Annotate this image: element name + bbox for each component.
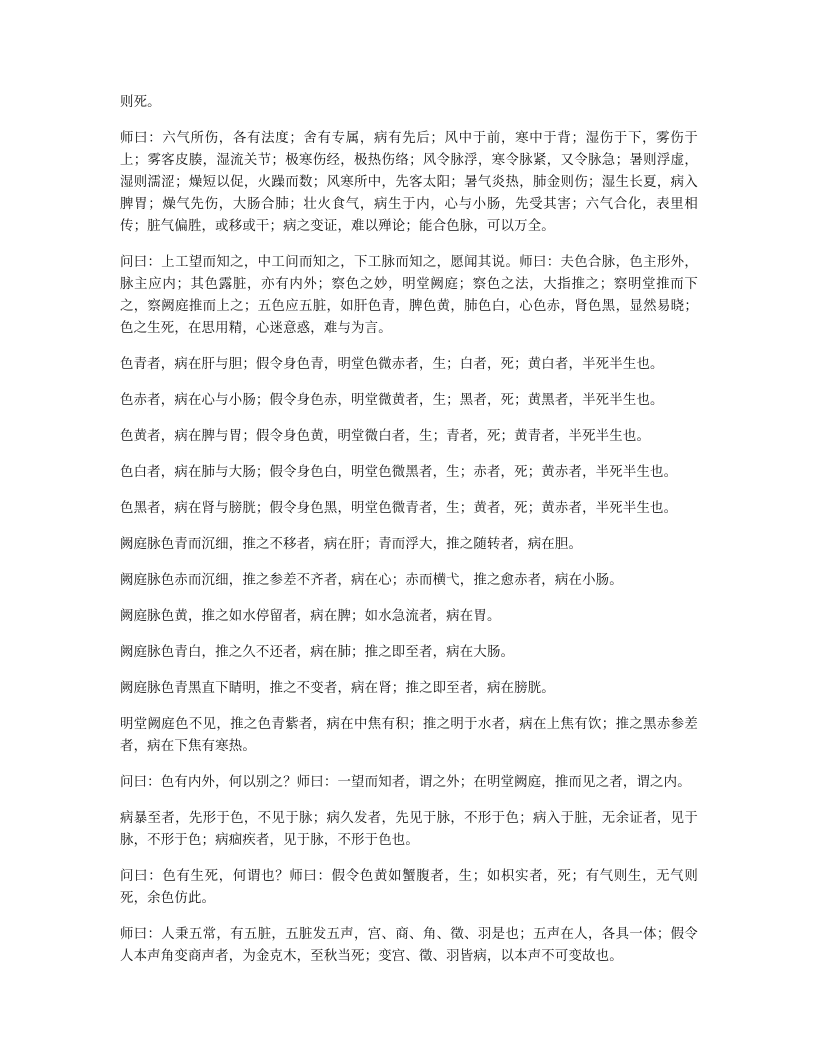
paragraph-18: 师曰：人秉五常，有五脏，五脏发五声，宫、商、角、徵、羽是也；五声在人，各具一体；假令人本声角变商声者，为金克木，至秋当死；变宫、徵、羽皆病，以本声不可变故也。 [120,927,698,964]
paragraph-5: 色赤者，病在心与小肠；假令身色赤，明堂微黄者，生；黑者，死；黄黑者，半死半生也。 [120,393,664,408]
paragraph-2: 师曰：六气所伤，各有法度；舍有专属，病有先后；风中于前，寒中于背；湿伤于下，雾伤于上；雾客皮腠，湿流关节；极寒伤经，极热伤络；风令脉浮，寒令脉紧，又令脉急；暑则浮虚，湿则濡涩；燥短以促，火躁而数；风寒所中，先客太阳；暑气炎热，肺金则伤；湿生长夏，病入脾胃；燥气先伤，大肠合肺；壮火食气，病生于内，心与小肠，先受其害；六气合化，表里相传；脏气偏胜，或移或干；病之变证，难以殚论；能合色脉，可以万全。 [120,131,698,234]
paragraph-13: 阙庭脉色青黑直下睛明，推之不变者，病在肾；推之即至者，病在膀胱。 [120,681,555,696]
paragraph-4: 色青者，病在肝与胆；假令身色青，明堂色微赤者，生；白者，死；黄白者，半死半生也。 [120,357,664,372]
paragraph-16: 病暴至者，先形于色，不见于脉；病久发者，先见于脉，不形于色；病入于脏，无余证者，见于脉，不形于色；病痼疾者，见于脉，不形于色也。 [120,811,698,848]
paragraph-1: 则死。 [120,95,161,110]
paragraph-14: 明堂阙庭色不见，推之色青紫者，病在中焦有积；推之明于水者，病在上焦有饮；推之黑赤参差者，病在下焦有寒热。 [120,717,698,754]
paragraph-3: 问曰：上工望而知之，中工问而知之，下工脉而知之，愿闻其说。师曰：夫色合脉，色主形外，脉主应内；其色露脏，亦有内外；察色之妙，明堂阙庭；察色之法，大指推之；察明堂推而下之，察阙庭推而上之；五色应五脏，如肝色青，脾色黄，肺色白，心色赤，肾色黑，显然易晓；色之生死，在思用精，心迷意惑，难与为言。 [120,255,698,336]
paragraph-6: 色黄者，病在脾与胃；假令身色黄，明堂微白者，生；青者，死；黄青者，半死半生也。 [120,429,651,444]
paragraph-11: 阙庭脉色黄，推之如水停留者，病在脾；如水急流者，病在胃。 [120,609,501,624]
paragraph-15: 问曰：色有内外，何以别之？师曰：一望而知者，谓之外；在明堂阙庭，推而见之者，谓之内。 [120,775,691,790]
paragraph-12: 阙庭脉色青白，推之久不还者，病在肺；推之即至者，病在大肠。 [120,645,515,660]
paragraph-9: 阙庭脉色青而沉细，推之不移者，病在肝；青而浮大，推之随转者，病在胆。 [120,537,583,552]
paragraph-17: 问曰：色有生死，何谓也？师曰：假令色黄如蟹腹者，生；如枳实者，死；有气则生，无气则死，余色仿此。 [120,869,698,906]
paragraph-7: 色白者，病在肺与大肠；假令身色白，明堂色微黑者，生；赤者，死；黄赤者，半死半生也。 [120,465,678,480]
paragraph-10: 阙庭脉色赤而沉细，推之参差不齐者，病在心；赤而横弋，推之愈赤者，病在小肠。 [120,573,623,588]
paragraph-8: 色黑者，病在肾与膀胱；假令身色黑，明堂色微青者，生；黄者，死；黄赤者，半死半生也。 [120,501,678,516]
document-page [120,92,698,982]
